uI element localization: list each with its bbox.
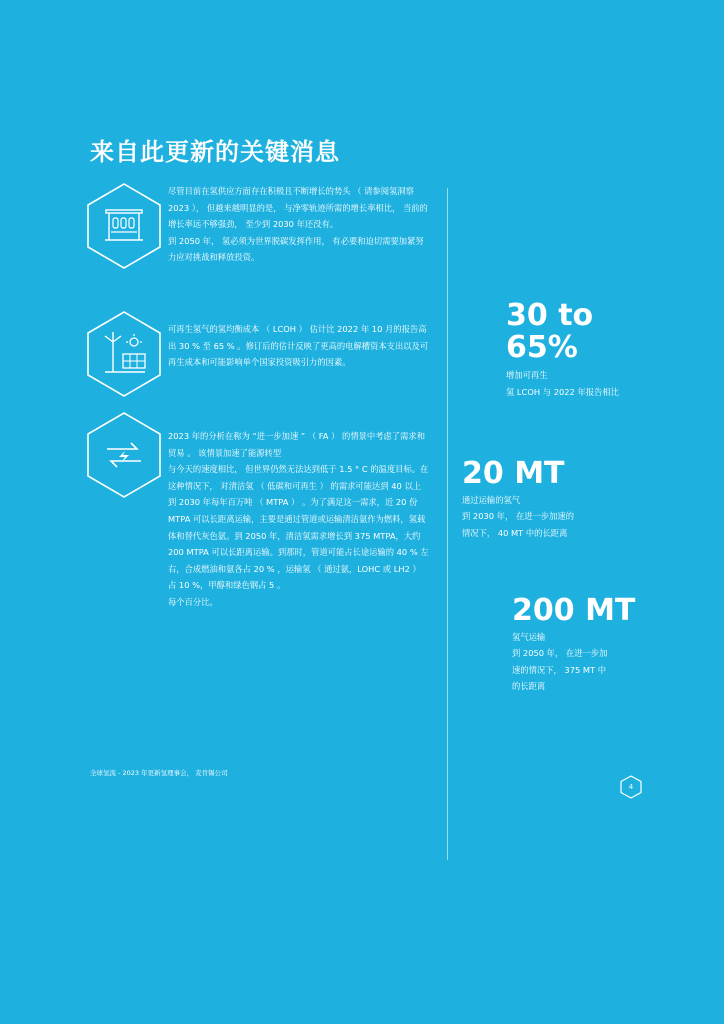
section-2-paragraph-1: 可再生氢气的氢均衡成本 （ LCOH ） 估计比 2022 年 10 月的报告高出 30 % 至 65 % 。修订后的估计反映了更高的电解槽资本支出以及可再生成本和可能影响单个国家投资吸引力的因素。 — [168, 324, 429, 368]
stat-2030-line-1: 通过运输的氢气 — [462, 494, 521, 505]
stat-2030-value: 20 MT — [462, 456, 565, 491]
stat-lcoh — [506, 300, 646, 400]
stat-lcoh-line-1: 增加可再生 — [506, 370, 548, 380]
section-3-paragraph-2: 与今天的速度相比， 但世界仍然无法达到低于 1.5 ° C 的温度目标。在这种情况下， 对清洁氢 （ 低碳和可再生 ） 的需求可能达到 40 以上 — [168, 464, 429, 491]
page-number: 4 — [628, 783, 634, 791]
stat-2030-line-3: 情况下， 40 MT 中的长距离 — [462, 527, 568, 538]
stat-lcoh-line-2: 氢 LCOH 与 2022 年报告相比 — [506, 386, 619, 397]
section-3-paragraph-4: 每个百分比。 — [168, 596, 218, 607]
page-title: 来自此更新的关键消息 — [90, 138, 340, 166]
stat-2050-value: 200 MT — [512, 593, 636, 628]
stat-lcoh-value: 30 to 65% — [506, 298, 594, 365]
section-3-text — [168, 428, 430, 611]
stat-2050-transport — [512, 595, 652, 695]
transport-arrows-icon — [85, 411, 163, 499]
stat-2030-transport — [462, 458, 632, 541]
section-1-paragraph-2: 到 2050 年， 氢必须为世界脱碳发挥作用， 有必要和迫切需要加紧努力应对挑战和释放投资。 — [168, 235, 424, 263]
renewable-energy-icon — [85, 310, 163, 398]
section-1-paragraph-1: 尽管目前在氢供应方面存在积极且不断增长的势头 （ 请参阅氢洞察 2023 ）， 但越来越明显的是， 与净零轨迹所需的增长率相比， 当前的增长率远不够强劲， 至少到 2030 年还没有。 — [168, 186, 428, 230]
stat-2050-line-3: 速的情况下， 375 MT 中 — [512, 664, 607, 675]
stat-2030-line-2: 到 2030 年， 在进一步加速的 — [462, 511, 574, 522]
section-1-text — [168, 183, 430, 266]
footer-source: 全球氢流 - 2023 年更新氢理事会， 麦肯锡公司 — [90, 769, 228, 777]
hydrogen-production-icon — [85, 182, 163, 270]
section-3-paragraph-3: 到 2030 年每年百万吨 （ MTPA ） 。为了满足这一需求，近 20 份 MTPA 可以长距离运输，主要是通过管道或运输清洁氨作为燃料，氢载体和替代灰色氨。到 2050 年，清洁氢需求增长到 375 MTPA，大约 200 MTPA 可以长距离运输。到那时，管道可能占长途运输的 40 % 左右，合成燃油和氨各占 20 % ，运输氢 （ 通过氨，LOHC 或 LH2 ） 占 10 %，甲醇和绿色钢占 5 。 — [168, 497, 429, 591]
stat-2050-line-2: 到 2050 年， 在进一步加 — [512, 648, 608, 659]
section-3-paragraph-1: 2023 年的分析在称为 “进一步加速 ” （ FA ） 的情景中考虑了需求和贸易 。 该情景加速了能源转型 — [168, 431, 425, 458]
page-number-badge — [620, 775, 642, 799]
section-2-text — [168, 321, 430, 371]
stat-2050-line-4: 的长距离 — [512, 681, 546, 692]
stat-2050-line-1: 氢气运输 — [512, 631, 546, 642]
vertical-divider — [447, 188, 448, 860]
